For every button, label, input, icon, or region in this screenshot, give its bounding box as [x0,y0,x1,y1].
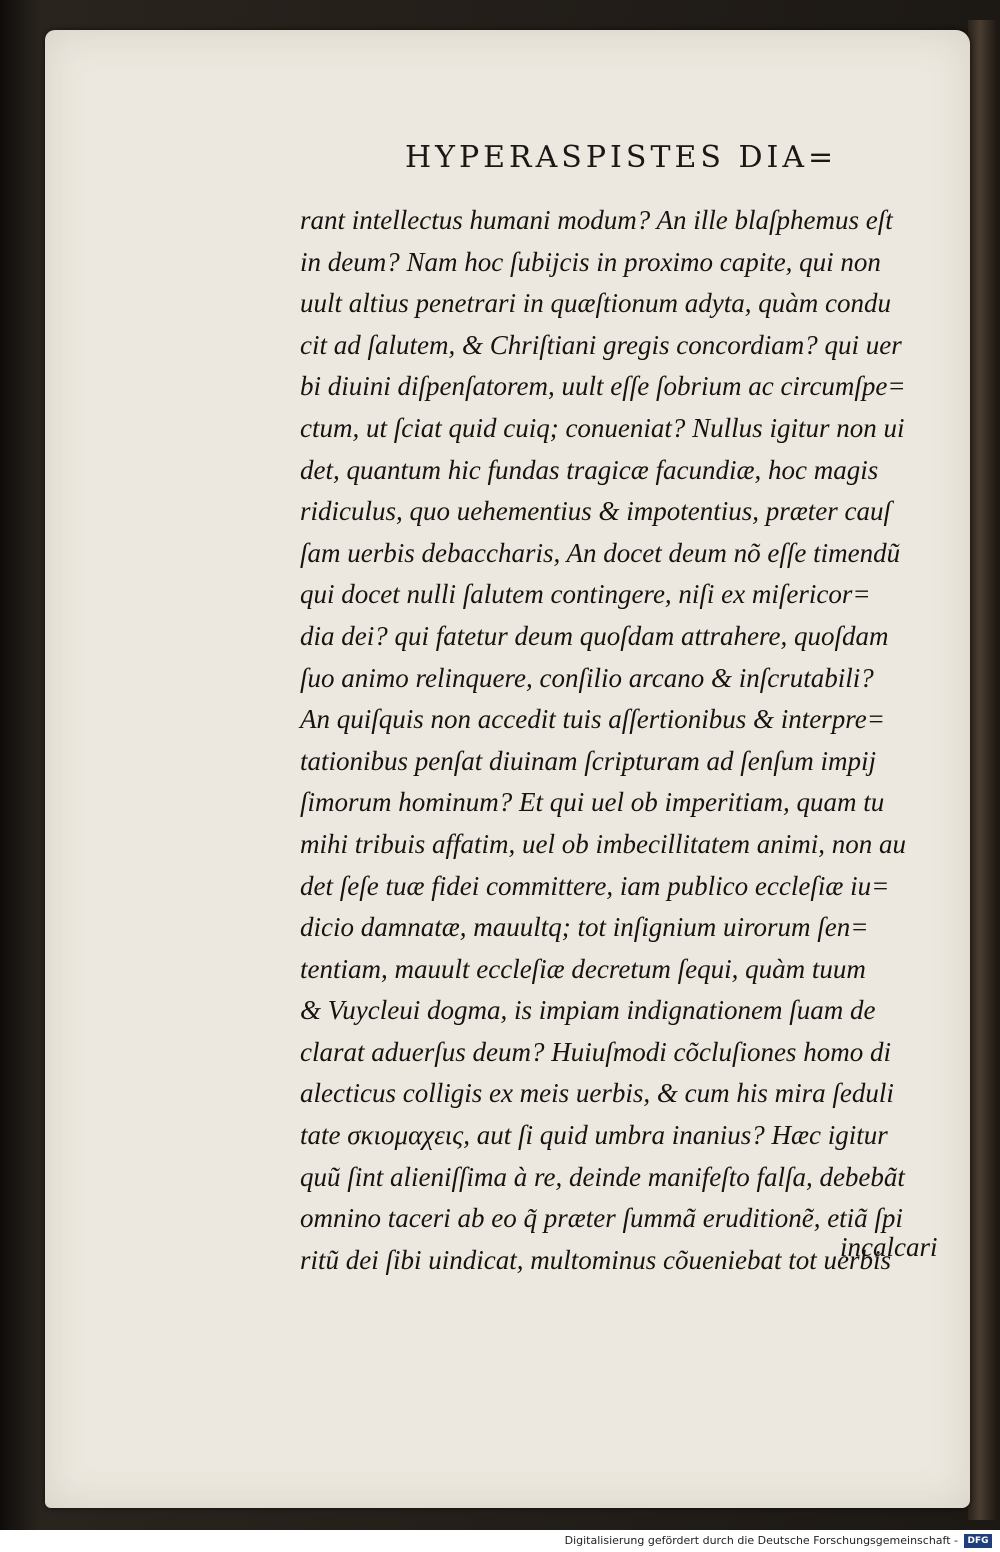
text-line: ridiculus, quo uehementius & impotentius, præter cauſ [300,496,891,527]
text-line: qui docet nulli ſalutem contingere, niſi ex miſericor= [300,579,871,610]
text-line: det ſeſe tuæ fidei committere, iam publico eccleſiæ iu= [300,870,890,901]
text-line: ſimorum hominum? Et qui uel ob imperitiam, quam tu [300,787,885,818]
text-line: mihi tribuis affatim, uel ob imbecillitatem animi, non au [300,828,906,859]
text-line: cit ad ſalutem, & Chriſtiani gregis concordiam? qui uer [300,329,902,360]
text-line: clarat aduerſus deum? Huiuſmodi cõcluſiones homo di [300,1036,891,1067]
text-line: & Vuycleui dogma, is impiam indignationem ſuam de [300,995,876,1026]
text-line: ſuo animo relinquere, conſilio arcano & inſcrutabili? [300,662,874,693]
text-line: det, quantum hic fundas tragicæ facundiæ, hoc magis [300,454,879,485]
text-line: ctum, ut ſciat quid cuiq; conueniat? Nullus igitur non ui [300,412,905,443]
text-line: tate σκιομαχεις, aut ſi quid umbra inanius? Hæc igitur [300,1120,888,1151]
text-line: An quiſquis non accedit tuis aſſertionibus & interpre= [300,704,885,735]
text-line: tationibus penſat diuinam ſcripturam ad ſenſum impij [300,745,876,776]
body-text-block [300,200,945,1281]
text-line: bi diuini diſpenſatorem, uult eſſe ſobrium ac circumſpe= [300,371,906,402]
catchword: incalcari [840,1232,938,1262]
text-line: ritũ dei ſibi uindicat, multominus cõueniebat tot uerbis [300,1244,891,1275]
text-line: tentiam, mauult eccleſiæ decretum ſequi, quàm tuum [300,953,866,984]
book-spine-edge [968,20,998,1520]
running-title: HYPERASPISTES DIA= [405,140,838,175]
text-line: in deum? Nam hoc ſubijcis in proximo capite, qui non [300,246,881,277]
text-line: rant intellectus humani modum? An ille blaſphemus eſt [300,205,893,235]
text-line: dia dei? qui fatetur deum quoſdam attrahere, quoſdam [300,620,889,651]
text-line: uult altius penetrari in quæſtionum adyta, quàm condu [300,288,891,319]
text-line: quũ ſint alieniſſima à re, deinde manifeſto falſa, debebãt [300,1161,905,1192]
text-line: dicio damnatæ, mauultq; tot inſignium uirorum ſen= [300,912,869,943]
text-line: ſam uerbis debaccharis, An docet deum nõ eſſe timendũ [300,537,901,568]
text-line: alecticus colligis ex meis uerbis, & cum his mira ſeduli [300,1078,894,1109]
digitization-credit: Digitalisierung gefördert durch die Deutsche Forschungsgemeinschaft - [564,1534,958,1547]
dfg-logo-icon: DFG [964,1534,992,1548]
text-line: omnino taceri ab eo q̃ præter ſummã eruditionẽ, etiã ſpi [300,1203,903,1234]
